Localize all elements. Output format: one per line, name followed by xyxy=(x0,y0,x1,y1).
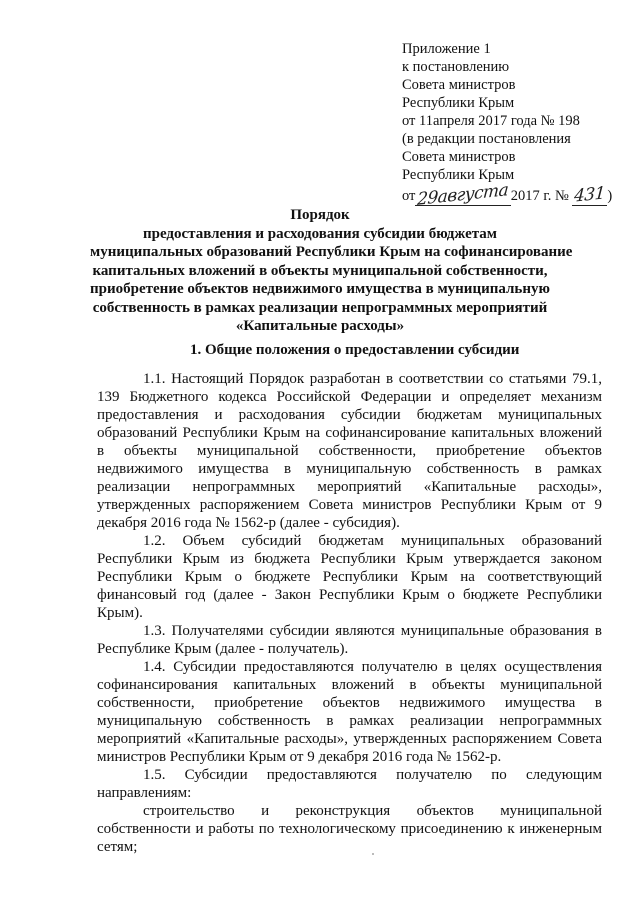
appendix-line: от 11апреля 2017 года № 198 xyxy=(402,113,580,129)
title-line: приобретение объектов недвижимого имущества в муниципальную xyxy=(90,281,550,297)
appendix-line: к постановлению xyxy=(402,59,510,75)
handwritten-number: 431 xyxy=(573,183,607,207)
title-line: капитальных вложений в объекты муниципальной собственности, xyxy=(92,262,548,279)
paragraph-1-3: 1.3. Получателями субсидии являются муниципальные образования в Республике Крым (далее - получатель). xyxy=(97,623,602,657)
appendix-line: Республики Крым xyxy=(402,167,515,183)
appendix-amendment-line: от29августа 2017 г. № 431) xyxy=(402,180,613,210)
appendix-middle: 2017 г. № xyxy=(510,188,569,204)
appendix-line: Приложение 1 xyxy=(402,41,491,57)
appendix-line: Совета министров xyxy=(402,149,516,165)
section-heading: 1. Общие положения о предоставлении субсидии xyxy=(190,342,520,358)
appendix-line: Республики Крым xyxy=(402,95,515,111)
handwritten-date: 29августа xyxy=(416,180,510,210)
appendix-prefix: от xyxy=(402,188,416,204)
appendix-line: Совета министров xyxy=(402,77,516,93)
paragraph-1-4: 1.4. Субсидии предоставляются получателю в целях осуществления софинансирования капитальных вложений в объекты муниципальной собственности, приобретение объектов недвижимого имущества в муниципальную собственность в рамках реализации непрограммных мероприятий «Капитальные расходы», утвержденных распоряжением Совета министров Республики Крым от 9 декабря 2016 года № 1562-р. xyxy=(97,659,602,765)
title-line: «Капитальные расходы» xyxy=(235,318,405,334)
title-heading: Порядок xyxy=(290,207,350,223)
document-title xyxy=(90,206,573,336)
appendix-block xyxy=(402,40,613,210)
paragraph-1-1: 1.1. Настоящий Порядок разработан в соответствии со статьями 79.1, 139 Бюджетного кодекса Российской Федерации и определяет механизм предоставления и расходования субсидии бюджетам муниципальных образований Республики Крым на софинансирование капитальных вложений в объекты муниципальной собственности, приобретение объектов недвижимого имущества в муниципальную собственность в рамках реализации непрограммных мероприятий «Капитальные расходы», утвержденных распоряжением Совета министров Республики Крым от 9 декабря 2016 года № 1562-р (далее - субсидия). xyxy=(97,371,602,531)
paragraph-list-item: строительство и реконструкция объектов муниципальной собственности и работы по технологическому присоединению к инженерным сетям; xyxy=(97,803,602,855)
title-line: предоставления и расходования субсидии бюджетам xyxy=(142,225,497,242)
appendix-line: (в редакции постановления xyxy=(402,131,571,147)
paragraph-1-5: 1.5. Субсидии предоставляются получателю по следующим направлениям: xyxy=(97,767,602,801)
paragraph-1-2: 1.2. Объем субсидий бюджетам муниципальных образований Республики Крым из бюджета Республики Крым утверждается законом Республики Крым о бюджете Республики Крым на соответствующий финансовый год (далее - Закон Республики Крым о бюджете Республики Крым). xyxy=(97,533,602,621)
section-body xyxy=(97,370,602,856)
title-line: собственность в рамках реализации непрограммных мероприятий xyxy=(92,299,548,316)
title-line: муниципальных образований Республики Крым на софинансирование xyxy=(90,244,573,260)
scan-speck xyxy=(372,853,374,855)
